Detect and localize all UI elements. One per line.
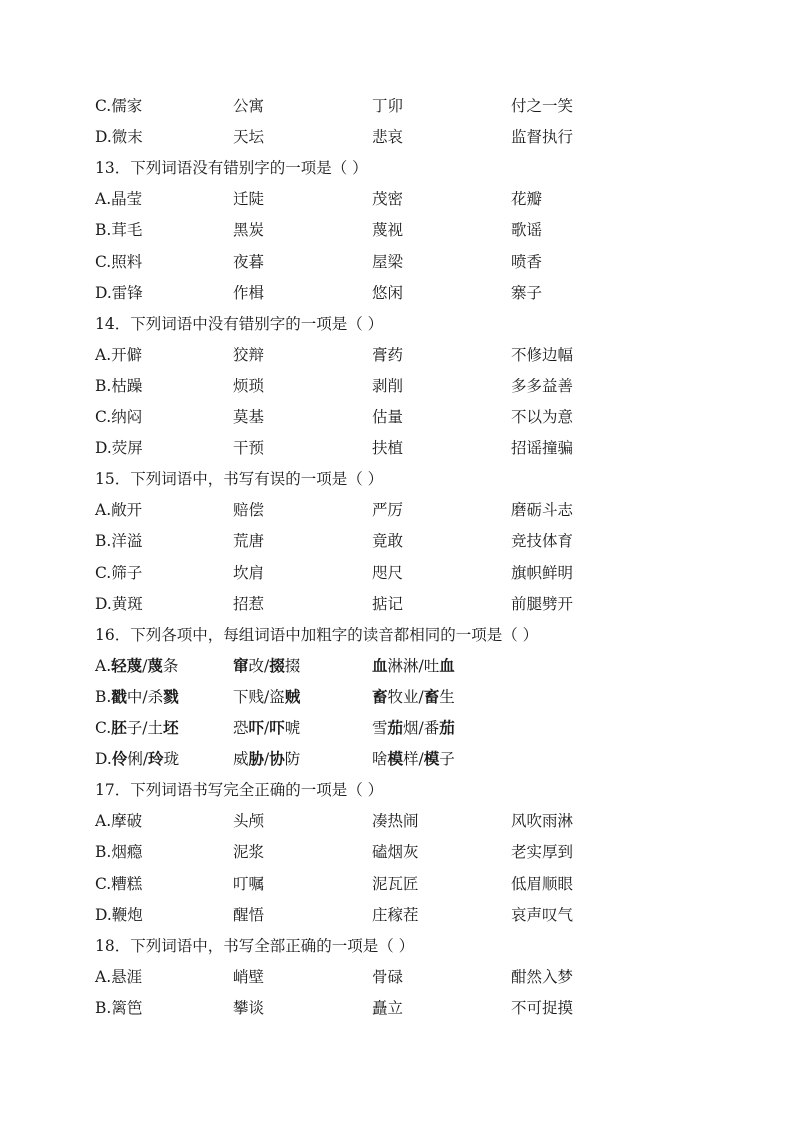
text-run: 唬 (284, 719, 301, 737)
option-cell: 磨砺斗志 (511, 501, 574, 520)
option-row (95, 996, 735, 1020)
text-run: 贱 (248, 687, 265, 706)
option-row (95, 840, 735, 864)
text-run: 样/ (403, 750, 424, 769)
bold-char: 吓 (269, 718, 285, 737)
option-cell: C.照料 (95, 252, 143, 271)
option-row (95, 218, 735, 242)
option-cell: D.雷锋 (95, 283, 143, 302)
option-row (95, 405, 735, 429)
option-row (95, 436, 735, 460)
text-run: C. (95, 719, 112, 737)
option-cell: 竟敢 (372, 532, 404, 551)
option-cell: B.枯躁 (95, 376, 143, 395)
text-run: B. (95, 687, 112, 706)
option-cell: 风吹雨淋 (511, 812, 574, 831)
text-run: 淋淋/吐 (387, 656, 440, 675)
option-cell: 攀谈 (233, 998, 265, 1017)
option-cell: 叮嘱 (233, 874, 265, 893)
text-run: 下 (233, 687, 249, 706)
question-line: 18．下列词语中，书写全部正确的一项是（ ） (95, 936, 415, 955)
bold-char: 蔑 (147, 655, 163, 675)
option-row (95, 747, 735, 771)
option-cell: 哀声叹气 (511, 905, 574, 924)
text-run: A. (95, 656, 112, 675)
option-cell: A.摩破 (95, 812, 143, 831)
option-cell: 丁卯 (372, 97, 404, 115)
option-cell: 竞技体育 (511, 532, 574, 551)
text-run: 子 (439, 750, 455, 769)
option-row (95, 716, 735, 740)
text-run: / (264, 750, 270, 769)
option-cell (372, 654, 455, 678)
option-cell: 干预 (233, 439, 265, 458)
text-run: 珑 (163, 750, 180, 769)
option-cell (233, 716, 300, 740)
option-cell: 蔑视 (372, 221, 404, 240)
option-cell: C.纳闷 (95, 408, 143, 426)
bold-char: 茄 (439, 718, 455, 737)
bold-char: 畜 (423, 686, 440, 706)
option-cell: 膏药 (372, 345, 404, 364)
option-cell: D.黄斑 (95, 594, 143, 613)
bold-char: 畜 (372, 686, 388, 706)
text-run: 俐/ (127, 750, 149, 769)
option-cell: A.悬涯 (95, 967, 143, 986)
bold-char: 血 (439, 655, 455, 675)
option-row (95, 872, 735, 896)
option-cell: 泥浆 (233, 843, 265, 862)
option-cell (95, 685, 179, 709)
option-cell: 花瓣 (511, 190, 543, 209)
question-line: 15．下列词语中，书写有误的一项是（ ） (95, 470, 384, 489)
bold-char: 伶 (111, 749, 128, 769)
bold-char: 戳 (111, 686, 127, 706)
option-row (95, 529, 735, 553)
option-row (95, 281, 735, 305)
bold-char: 模 (387, 749, 404, 769)
option-cell: 招谣撞骗 (511, 439, 574, 458)
option-cell (95, 654, 178, 678)
text-run: D. (95, 750, 112, 769)
option-row (95, 654, 735, 678)
option-cell (372, 685, 455, 709)
text-run: 条 (162, 656, 179, 675)
option-cell: 低眉顺眼 (511, 874, 574, 893)
option-cell: 旗帜鲜明 (511, 563, 574, 582)
text-run: 生 (439, 687, 455, 706)
option-cell: 付之一笑 (511, 97, 574, 115)
option-cell: A.敞开 (95, 501, 143, 520)
option-cell: C.儒家 (95, 97, 143, 115)
option-row (95, 125, 735, 149)
option-cell: 不修边幅 (511, 345, 574, 364)
bold-char: 胚 (111, 718, 127, 737)
option-cell: A.开僻 (95, 345, 143, 364)
text-run: / (264, 719, 270, 737)
text-run: 牧业/ (387, 687, 424, 706)
option-cell: 狡辩 (233, 345, 265, 364)
bold-char: 贼 (284, 686, 301, 706)
option-cell: B.茸毛 (95, 221, 143, 240)
bold-char: 玲 (148, 749, 164, 769)
option-cell (233, 685, 300, 709)
bold-char: 血 (372, 655, 388, 675)
option-cell: 公寓 (233, 97, 265, 115)
option-cell: 泥瓦匠 (372, 874, 419, 893)
option-cell (95, 747, 179, 771)
bold-char: 茄 (387, 718, 404, 737)
option-cell: 喷香 (511, 252, 543, 271)
option-cell: 磕烟灰 (372, 843, 419, 862)
option-cell: 天坛 (233, 128, 265, 147)
option-cell: 掂记 (372, 594, 404, 613)
option-cell: 多多益善 (511, 376, 574, 395)
option-cell: B.洋溢 (95, 532, 143, 551)
option-cell: D.鞭炮 (95, 905, 143, 924)
option-cell: D.荧屏 (95, 439, 143, 458)
option-cell: 寨子 (511, 283, 543, 302)
option-cell: 赔偿 (233, 501, 265, 520)
option-row (95, 187, 735, 211)
option-cell: 夜暮 (233, 252, 265, 271)
option-cell (233, 747, 300, 771)
option-cell: 峭壁 (233, 967, 265, 986)
option-row (95, 343, 735, 367)
option-cell: 醒悟 (233, 905, 265, 924)
text-run: 改/ (248, 656, 270, 675)
bold-char: 窜 (233, 655, 249, 675)
option-cell: 悲哀 (372, 128, 404, 147)
option-cell: 咫尺 (372, 563, 404, 582)
option-cell: 茂密 (372, 190, 404, 209)
bold-char: 模 (423, 749, 440, 769)
option-cell: 监督执行 (511, 128, 574, 147)
option-cell: 扶植 (372, 439, 404, 458)
option-cell: 前腿劈开 (511, 594, 574, 613)
option-cell (233, 654, 300, 678)
option-cell: 歌谣 (511, 221, 543, 240)
option-cell: 屋梁 (372, 252, 404, 271)
option-cell: A.晶莹 (95, 190, 143, 209)
bold-char: 胁 (248, 749, 265, 769)
question-line: 14．下列词语中没有错别字的一项是（ ） (95, 314, 384, 333)
option-row (95, 498, 735, 522)
bold-char: 戮 (163, 686, 179, 706)
option-cell: 估量 (372, 408, 404, 426)
option-cell: B.篱笆 (95, 998, 143, 1017)
option-cell: 悠闲 (372, 283, 404, 302)
question-line: 17．下列词语书写完全正确的一项是（ ） (95, 781, 384, 800)
text-run: 子/土 (126, 719, 163, 737)
text-run: /盗 (264, 687, 285, 706)
bold-char: 掇 (269, 655, 285, 675)
option-row (95, 809, 735, 833)
option-row (95, 374, 735, 398)
option-cell (95, 716, 179, 740)
option-cell: 严厉 (372, 501, 404, 520)
option-cell: 酣然入梦 (511, 967, 574, 986)
option-cell: 不以为意 (511, 408, 574, 426)
option-cell: D.微末 (95, 128, 143, 147)
option-row (95, 965, 735, 989)
bold-char: 轻蔑 (111, 655, 143, 675)
option-cell: 头颅 (233, 812, 265, 831)
text-run: / (142, 656, 148, 675)
text-run: 防 (284, 750, 301, 769)
option-row (95, 561, 735, 585)
bold-char: 坯 (162, 718, 179, 737)
option-cell: 庄稼茬 (372, 905, 419, 924)
option-cell: 黑炭 (233, 221, 265, 240)
option-cell: 不可捉摸 (511, 998, 574, 1017)
option-row (95, 94, 735, 118)
option-cell: 荒唐 (233, 532, 265, 551)
bold-char: 协 (269, 749, 285, 769)
option-cell: 矗立 (372, 998, 404, 1017)
option-cell: B.烟瘾 (95, 843, 143, 862)
text-run: 烟/番 (403, 719, 440, 737)
option-cell: 坎肩 (233, 563, 265, 582)
bold-char: 吓 (248, 718, 265, 737)
option-cell: 迁陡 (233, 190, 265, 209)
option-cell: 骨碌 (372, 967, 404, 986)
option-cell: C.糟糕 (95, 874, 143, 893)
question-line: 16．下列各项中，每组词语中加粗字的读音都相同的一项是（ ） (95, 625, 539, 644)
text-run: 威 (233, 750, 249, 769)
option-row (95, 903, 735, 927)
question-line: 13．下列词语没有错别字的一项是（ ） (95, 159, 368, 178)
option-row (95, 250, 735, 274)
option-cell: 烦琐 (233, 376, 265, 395)
option-cell: 剥削 (372, 376, 404, 395)
text-run: 雪 (372, 719, 388, 737)
text-run: 恐 (233, 719, 249, 737)
option-row (95, 685, 735, 709)
text-run: 啥 (372, 750, 388, 769)
option-cell: 作楫 (233, 283, 265, 302)
option-cell: 老实厚到 (511, 843, 574, 862)
text-run: 掇 (284, 656, 301, 675)
option-cell: 莫基 (233, 408, 265, 426)
option-row (95, 592, 735, 616)
option-cell: 招惹 (233, 594, 265, 613)
option-cell (372, 747, 455, 771)
option-cell: 凑热闹 (372, 812, 419, 831)
text-run: 中/杀 (126, 687, 164, 706)
option-cell (372, 716, 455, 740)
option-cell: C.筛子 (95, 563, 143, 582)
